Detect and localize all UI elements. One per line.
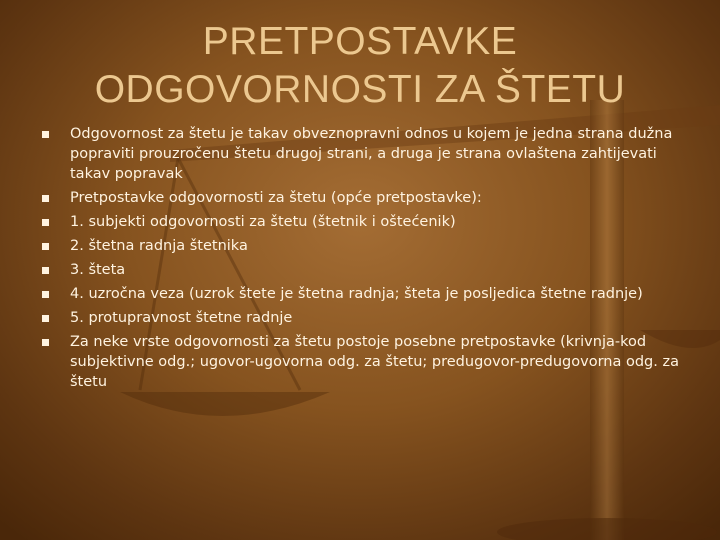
title-line-1: PRETPOSTAVKE — [202, 20, 518, 63]
square-bullet-icon — [42, 315, 49, 322]
slide-title — [40, 18, 680, 114]
title-line-2: ODGOVORNOSTI ZA ŠTETU — [94, 68, 626, 111]
square-bullet-icon — [42, 219, 49, 226]
list-item — [40, 212, 690, 232]
list-item-text: Pretpostavke odgovornosti za štetu (opće pretpostavke): — [70, 190, 482, 206]
list-item-text: Odgovornost za štetu je takav obveznopravni odnos u kojem je jedna strana dužna popraviti prouzročenu štetu drugoj strani, a druga je strana ovlaštena zahtijevati takav popravak — [70, 126, 673, 182]
square-bullet-icon — [42, 131, 49, 138]
square-bullet-icon — [42, 291, 49, 298]
square-bullet-icon — [42, 243, 49, 250]
list-item-text: 4. uzročna veza (uzrok štete je štetna radnja; šteta je posljedica štetne radnje) — [70, 286, 643, 302]
list-item — [40, 260, 690, 280]
list-item — [40, 284, 690, 304]
list-item — [40, 188, 690, 208]
bullet-list — [40, 124, 690, 396]
square-bullet-icon — [42, 267, 49, 274]
list-item-text: 3. šteta — [70, 262, 126, 278]
list-item — [40, 236, 690, 256]
list-item — [40, 124, 690, 184]
list-item-text: 5. protupravnost štetne radnje — [70, 310, 293, 326]
list-item-text: 1. subjekti odgovornosti za štetu (štetnik i oštećenik) — [70, 214, 456, 230]
list-item-text: 2. štetna radnja štetnika — [70, 238, 248, 254]
list-item — [40, 332, 690, 392]
list-item-text: Za neke vrste odgovornosti za štetu postoje posebne pretpostavke (krivnja-kod subjektivne odg.; ugovor-ugovorna odg. za štetu; predugovor-predugovorna odg. za štetu — [70, 334, 679, 390]
square-bullet-icon — [42, 195, 49, 202]
list-item — [40, 308, 690, 328]
square-bullet-icon — [42, 339, 49, 346]
